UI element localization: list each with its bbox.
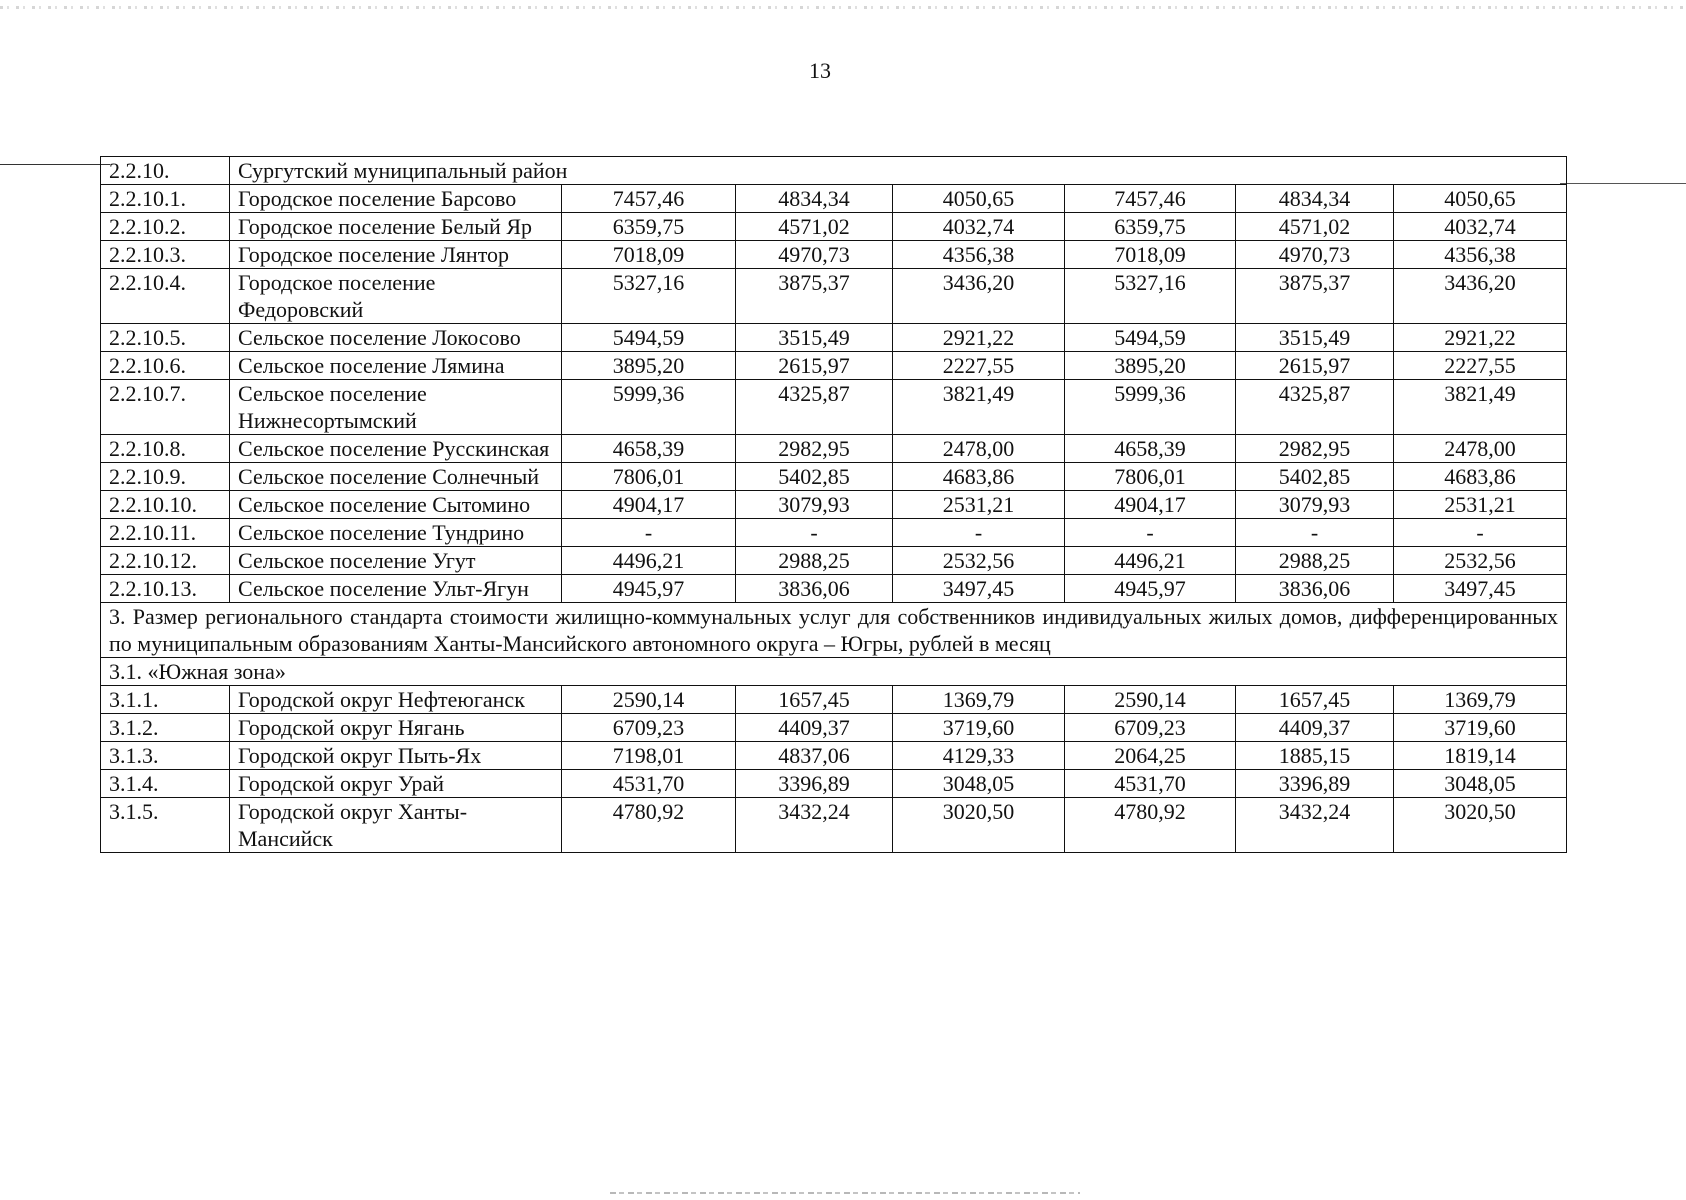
row-value-2: 3875,37 bbox=[736, 269, 893, 324]
row-value-3: 4032,74 bbox=[893, 213, 1065, 241]
row-value-5: 2982,95 bbox=[1236, 435, 1394, 463]
row-value-1: 4904,17 bbox=[562, 491, 736, 519]
row-value-2: 3396,89 bbox=[736, 770, 893, 798]
row-value-3: 4129,33 bbox=[893, 742, 1065, 770]
table-row bbox=[101, 435, 1567, 463]
row-value-3: 2478,00 bbox=[893, 435, 1065, 463]
row-value-4: 2590,14 bbox=[1065, 686, 1236, 714]
row-value-1: 6709,23 bbox=[562, 714, 736, 742]
table-row bbox=[101, 241, 1567, 269]
row-value-1: 7457,46 bbox=[562, 185, 736, 213]
row-value-4: 4904,17 bbox=[1065, 491, 1236, 519]
row-value-5: 3432,24 bbox=[1236, 798, 1394, 853]
row-value-3: 3821,49 bbox=[893, 380, 1065, 435]
row-value-1: 7198,01 bbox=[562, 742, 736, 770]
table-row bbox=[101, 519, 1567, 547]
row-value-2: - bbox=[736, 519, 893, 547]
row-code: 3.1.3. bbox=[101, 742, 230, 770]
section-3-row bbox=[101, 603, 1567, 658]
row-code: 3.1.1. bbox=[101, 686, 230, 714]
table-row bbox=[101, 798, 1567, 853]
row-code: 2.2.10.8. bbox=[101, 435, 230, 463]
row-code: 2.2.10.4. bbox=[101, 269, 230, 324]
row-value-6: 2227,55 bbox=[1394, 352, 1567, 380]
row-value-4: 4780,92 bbox=[1065, 798, 1236, 853]
district-code: 2.2.10. bbox=[101, 157, 230, 185]
zone-header: 3.1. «Южная зона» bbox=[101, 658, 1567, 686]
row-value-1: 5494,59 bbox=[562, 324, 736, 352]
row-code: 3.1.2. bbox=[101, 714, 230, 742]
table-row bbox=[101, 213, 1567, 241]
row-code: 2.2.10.10. bbox=[101, 491, 230, 519]
scan-line-right bbox=[1560, 183, 1686, 184]
row-value-4: 7018,09 bbox=[1065, 241, 1236, 269]
row-value-2: 3432,24 bbox=[736, 798, 893, 853]
row-value-5: 1657,45 bbox=[1236, 686, 1394, 714]
row-code: 2.2.10.9. bbox=[101, 463, 230, 491]
table-row bbox=[101, 770, 1567, 798]
row-value-5: 2988,25 bbox=[1236, 547, 1394, 575]
row-name: Сельское поселение Угут bbox=[230, 547, 562, 575]
row-code: 2.2.10.1. bbox=[101, 185, 230, 213]
tariff-table bbox=[100, 156, 1567, 853]
row-name: Городское поселение Федоровский bbox=[230, 269, 562, 324]
row-code: 2.2.10.12. bbox=[101, 547, 230, 575]
row-value-1: 4658,39 bbox=[562, 435, 736, 463]
row-name: Сельское поселение Сытомино bbox=[230, 491, 562, 519]
table-row bbox=[101, 269, 1567, 324]
row-value-3: 3436,20 bbox=[893, 269, 1065, 324]
row-name: Городской округ Ханты-Мансийск bbox=[230, 798, 562, 853]
row-code: 2.2.10.3. bbox=[101, 241, 230, 269]
row-value-6: 3048,05 bbox=[1394, 770, 1567, 798]
row-value-2: 3079,93 bbox=[736, 491, 893, 519]
row-value-2: 2615,97 bbox=[736, 352, 893, 380]
row-value-6: 2478,00 bbox=[1394, 435, 1567, 463]
row-value-3: 1369,79 bbox=[893, 686, 1065, 714]
page-number: 13 bbox=[809, 58, 831, 83]
row-code: 2.2.10.13. bbox=[101, 575, 230, 603]
row-value-5: 5402,85 bbox=[1236, 463, 1394, 491]
row-value-4: 4658,39 bbox=[1065, 435, 1236, 463]
row-value-5: 4834,34 bbox=[1236, 185, 1394, 213]
row-value-4: 3895,20 bbox=[1065, 352, 1236, 380]
row-value-3: 2227,55 bbox=[893, 352, 1065, 380]
row-value-3: - bbox=[893, 519, 1065, 547]
row-value-6: 4683,86 bbox=[1394, 463, 1567, 491]
table-row bbox=[101, 185, 1567, 213]
row-value-1: 4496,21 bbox=[562, 547, 736, 575]
table-row bbox=[101, 575, 1567, 603]
district-name: Сургутский муниципальный район bbox=[230, 157, 1567, 185]
row-value-6: 4032,74 bbox=[1394, 213, 1567, 241]
row-value-4: 5494,59 bbox=[1065, 324, 1236, 352]
row-value-2: 4325,87 bbox=[736, 380, 893, 435]
row-value-2: 4837,06 bbox=[736, 742, 893, 770]
scan-noise-bottom bbox=[610, 1192, 1080, 1194]
row-value-2: 5402,85 bbox=[736, 463, 893, 491]
row-value-6: 1819,14 bbox=[1394, 742, 1567, 770]
row-value-1: 2590,14 bbox=[562, 686, 736, 714]
row-value-5: 4970,73 bbox=[1236, 241, 1394, 269]
row-value-1: 5327,16 bbox=[562, 269, 736, 324]
table-row bbox=[101, 686, 1567, 714]
row-value-2: 2988,25 bbox=[736, 547, 893, 575]
row-name: Сельское поселение Лямина bbox=[230, 352, 562, 380]
row-name: Сельское поселение Нижнесортымский bbox=[230, 380, 562, 435]
row-value-1: 4945,97 bbox=[562, 575, 736, 603]
row-value-2: 1657,45 bbox=[736, 686, 893, 714]
row-name: Городское поселение Барсово bbox=[230, 185, 562, 213]
row-value-1: 7806,01 bbox=[562, 463, 736, 491]
scan-line-left bbox=[0, 164, 110, 165]
row-value-4: 2064,25 bbox=[1065, 742, 1236, 770]
row-name: Сельское поселение Ульт-Ягун bbox=[230, 575, 562, 603]
row-value-4: - bbox=[1065, 519, 1236, 547]
row-name: Сельское поселение Русскинская bbox=[230, 435, 562, 463]
row-name: Городское поселение Белый Яр bbox=[230, 213, 562, 241]
row-value-1: 4531,70 bbox=[562, 770, 736, 798]
row-value-4: 4531,70 bbox=[1065, 770, 1236, 798]
row-value-3: 4050,65 bbox=[893, 185, 1065, 213]
row-code: 2.2.10.5. bbox=[101, 324, 230, 352]
row-value-2: 3836,06 bbox=[736, 575, 893, 603]
row-value-6: 3821,49 bbox=[1394, 380, 1567, 435]
row-value-6: 2532,56 bbox=[1394, 547, 1567, 575]
row-code: 3.1.5. bbox=[101, 798, 230, 853]
section-3-text: 3. Размер регионального стандарта стоимости жилищно-коммунальных услуг для собственников индивидуальных жилых домов, дифференцированных по муниципальным образованиям Ханты-Мансийского автономного округа – Югры, рублей в месяц bbox=[101, 603, 1567, 658]
row-value-1: 4780,92 bbox=[562, 798, 736, 853]
row-value-4: 5999,36 bbox=[1065, 380, 1236, 435]
row-value-1: 7018,09 bbox=[562, 241, 736, 269]
table-row bbox=[101, 380, 1567, 435]
row-name: Городской округ Нефтеюганск bbox=[230, 686, 562, 714]
table-row bbox=[101, 463, 1567, 491]
row-value-3: 4683,86 bbox=[893, 463, 1065, 491]
row-code: 2.2.10.7. bbox=[101, 380, 230, 435]
row-value-3: 3048,05 bbox=[893, 770, 1065, 798]
row-value-6: 3020,50 bbox=[1394, 798, 1567, 853]
row-value-1: 6359,75 bbox=[562, 213, 736, 241]
row-value-6: 2921,22 bbox=[1394, 324, 1567, 352]
zone-header-row bbox=[101, 658, 1567, 686]
row-value-4: 5327,16 bbox=[1065, 269, 1236, 324]
row-value-3: 2532,56 bbox=[893, 547, 1065, 575]
table-row bbox=[101, 324, 1567, 352]
row-value-5: 4409,37 bbox=[1236, 714, 1394, 742]
row-value-3: 2531,21 bbox=[893, 491, 1065, 519]
row-value-2: 3515,49 bbox=[736, 324, 893, 352]
row-code: 2.2.10.11. bbox=[101, 519, 230, 547]
table-row bbox=[101, 352, 1567, 380]
row-value-1: 3895,20 bbox=[562, 352, 736, 380]
table-row bbox=[101, 547, 1567, 575]
row-value-6: - bbox=[1394, 519, 1567, 547]
row-value-5: 1885,15 bbox=[1236, 742, 1394, 770]
row-name: Городской округ Нягань bbox=[230, 714, 562, 742]
table-row bbox=[101, 742, 1567, 770]
row-value-4: 6359,75 bbox=[1065, 213, 1236, 241]
row-value-5: 4325,87 bbox=[1236, 380, 1394, 435]
row-name: Городское поселение Лянтор bbox=[230, 241, 562, 269]
row-value-4: 4945,97 bbox=[1065, 575, 1236, 603]
district-header-row bbox=[101, 157, 1567, 185]
row-value-5: - bbox=[1236, 519, 1394, 547]
row-value-5: 2615,97 bbox=[1236, 352, 1394, 380]
row-value-6: 4050,65 bbox=[1394, 185, 1567, 213]
row-value-6: 3719,60 bbox=[1394, 714, 1567, 742]
row-value-1: 5999,36 bbox=[562, 380, 736, 435]
row-value-3: 3497,45 bbox=[893, 575, 1065, 603]
row-value-6: 2531,21 bbox=[1394, 491, 1567, 519]
row-name: Городской округ Пыть-Ях bbox=[230, 742, 562, 770]
row-value-5: 3836,06 bbox=[1236, 575, 1394, 603]
row-value-6: 4356,38 bbox=[1394, 241, 1567, 269]
row-code: 3.1.4. bbox=[101, 770, 230, 798]
row-value-4: 7457,46 bbox=[1065, 185, 1236, 213]
row-value-5: 3515,49 bbox=[1236, 324, 1394, 352]
table-row bbox=[101, 491, 1567, 519]
row-value-1: - bbox=[562, 519, 736, 547]
row-name: Сельское поселение Тундрино bbox=[230, 519, 562, 547]
row-value-2: 4834,34 bbox=[736, 185, 893, 213]
row-name: Сельское поселение Локосово bbox=[230, 324, 562, 352]
row-value-2: 2982,95 bbox=[736, 435, 893, 463]
row-code: 2.2.10.6. bbox=[101, 352, 230, 380]
row-value-2: 4970,73 bbox=[736, 241, 893, 269]
row-value-5: 3875,37 bbox=[1236, 269, 1394, 324]
row-value-6: 3436,20 bbox=[1394, 269, 1567, 324]
table-row bbox=[101, 714, 1567, 742]
row-value-4: 4496,21 bbox=[1065, 547, 1236, 575]
row-name: Городской округ Урай bbox=[230, 770, 562, 798]
scan-noise-top bbox=[0, 6, 1686, 9]
row-value-2: 4571,02 bbox=[736, 213, 893, 241]
row-value-3: 3020,50 bbox=[893, 798, 1065, 853]
row-name: Сельское поселение Солнечный bbox=[230, 463, 562, 491]
row-value-3: 4356,38 bbox=[893, 241, 1065, 269]
row-value-3: 3719,60 bbox=[893, 714, 1065, 742]
row-value-2: 4409,37 bbox=[736, 714, 893, 742]
row-value-4: 6709,23 bbox=[1065, 714, 1236, 742]
row-value-6: 1369,79 bbox=[1394, 686, 1567, 714]
row-value-4: 7806,01 bbox=[1065, 463, 1236, 491]
row-value-5: 3079,93 bbox=[1236, 491, 1394, 519]
row-value-3: 2921,22 bbox=[893, 324, 1065, 352]
row-value-5: 3396,89 bbox=[1236, 770, 1394, 798]
row-code: 2.2.10.2. bbox=[101, 213, 230, 241]
row-value-6: 3497,45 bbox=[1394, 575, 1567, 603]
row-value-5: 4571,02 bbox=[1236, 213, 1394, 241]
